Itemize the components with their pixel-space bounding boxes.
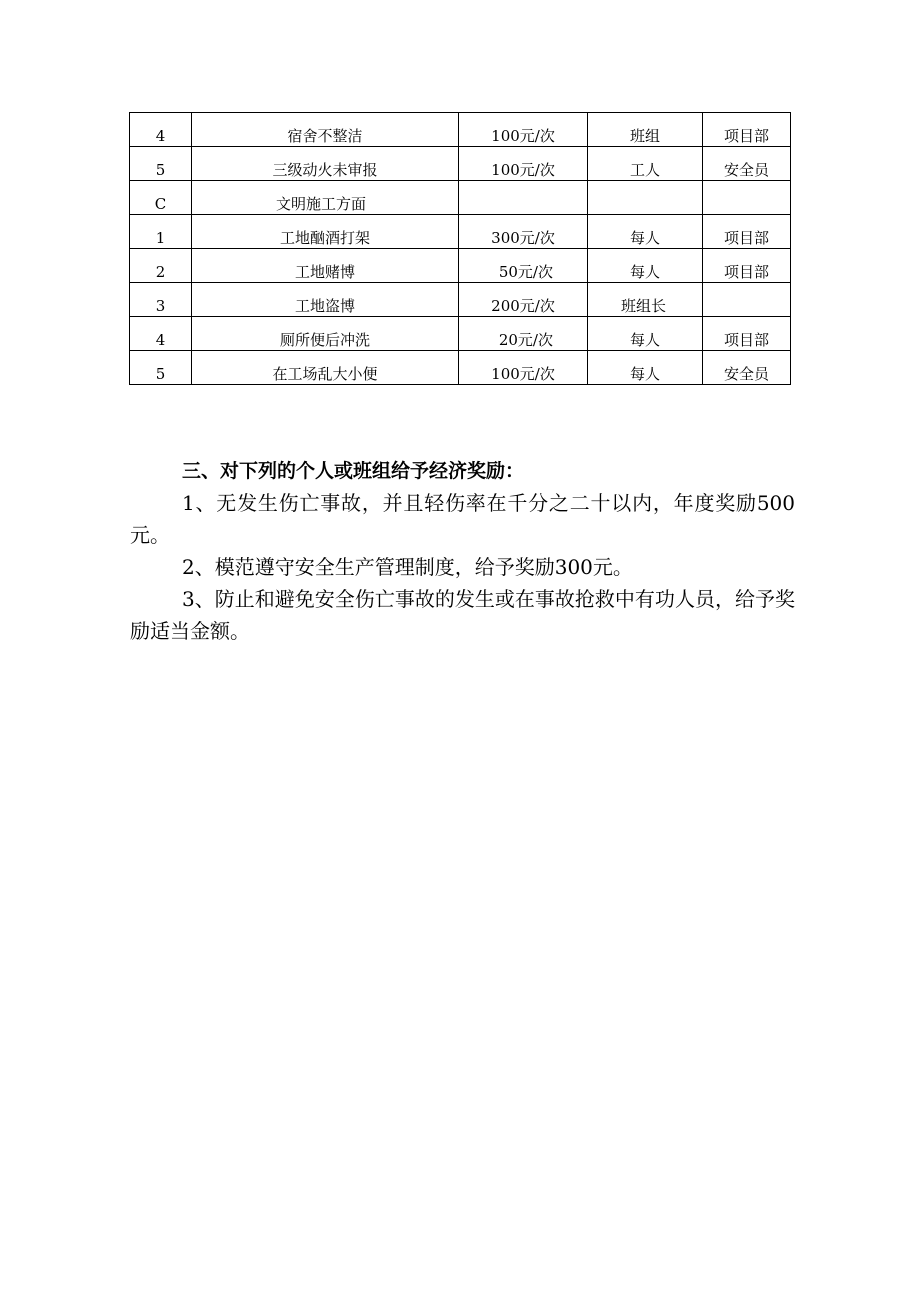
row-number: 1 (130, 215, 192, 249)
row-item: 文明施工方面 (192, 181, 459, 215)
row-executor (703, 181, 791, 215)
row-number: 5 (130, 147, 192, 181)
row-target: 每人 (588, 317, 703, 351)
table-row (130, 147, 791, 181)
row-target: 班组 (588, 113, 703, 147)
row-target: 每人 (588, 249, 703, 283)
row-amount: 100元/次 (459, 147, 588, 181)
reward-item: 1、无发生伤亡事故，并且轻伤率在千分之二十以内，年度奖励500元。 (130, 491, 795, 547)
row-executor: 安全员 (703, 147, 791, 181)
table-row (130, 317, 791, 351)
table-row (130, 249, 791, 283)
reward-item: 3、防止和避免安全伤亡事故的发生或在事故抢救中有功人员，给予奖励适当金额。 (130, 587, 795, 643)
row-item: 工地赌博 (192, 249, 459, 283)
row-target: 每人 (588, 215, 703, 249)
section-heading: 三、对下列的个人或班组给予经济奖励： (182, 460, 525, 482)
row-number: 3 (130, 283, 192, 317)
row-target: 班组长 (588, 283, 703, 317)
row-number: 5 (130, 351, 192, 385)
row-amount: 100元/次 (459, 351, 588, 385)
table-row (130, 181, 791, 215)
row-number: 4 (130, 317, 192, 351)
row-number: 4 (130, 113, 192, 147)
row-amount: 100元/次 (459, 113, 588, 147)
row-executor: 项目部 (703, 249, 791, 283)
row-target (588, 181, 703, 215)
row-executor (703, 283, 791, 317)
row-number: C (130, 181, 192, 215)
row-item: 厕所便后冲洗 (192, 317, 459, 351)
table-row (130, 283, 791, 317)
row-amount: 200元/次 (459, 283, 588, 317)
table-row (130, 351, 791, 385)
reward-item: 2、模范遵守安全生产管理制度，给予奖励300元。 (182, 555, 633, 579)
row-item: 宿舍不整洁 (192, 113, 459, 147)
row-executor: 项目部 (703, 113, 791, 147)
penalty-table (129, 112, 791, 385)
row-item: 三级动火未审报 (192, 147, 459, 181)
row-item: 工地酗酒打架 (192, 215, 459, 249)
row-amount (459, 181, 588, 215)
row-target: 工人 (588, 147, 703, 181)
row-target: 每人 (588, 351, 703, 385)
table-row (130, 113, 791, 147)
row-executor: 项目部 (703, 215, 791, 249)
row-number: 2 (130, 249, 192, 283)
rewards-section (130, 455, 795, 647)
row-amount: 20元/次 (459, 317, 588, 351)
row-item: 工地盗博 (192, 283, 459, 317)
row-executor: 安全员 (703, 351, 791, 385)
row-executor: 项目部 (703, 317, 791, 351)
row-amount: 300元/次 (459, 215, 588, 249)
table-row (130, 215, 791, 249)
row-item: 在工场乱大小便 (192, 351, 459, 385)
row-amount: 50元/次 (459, 249, 588, 283)
